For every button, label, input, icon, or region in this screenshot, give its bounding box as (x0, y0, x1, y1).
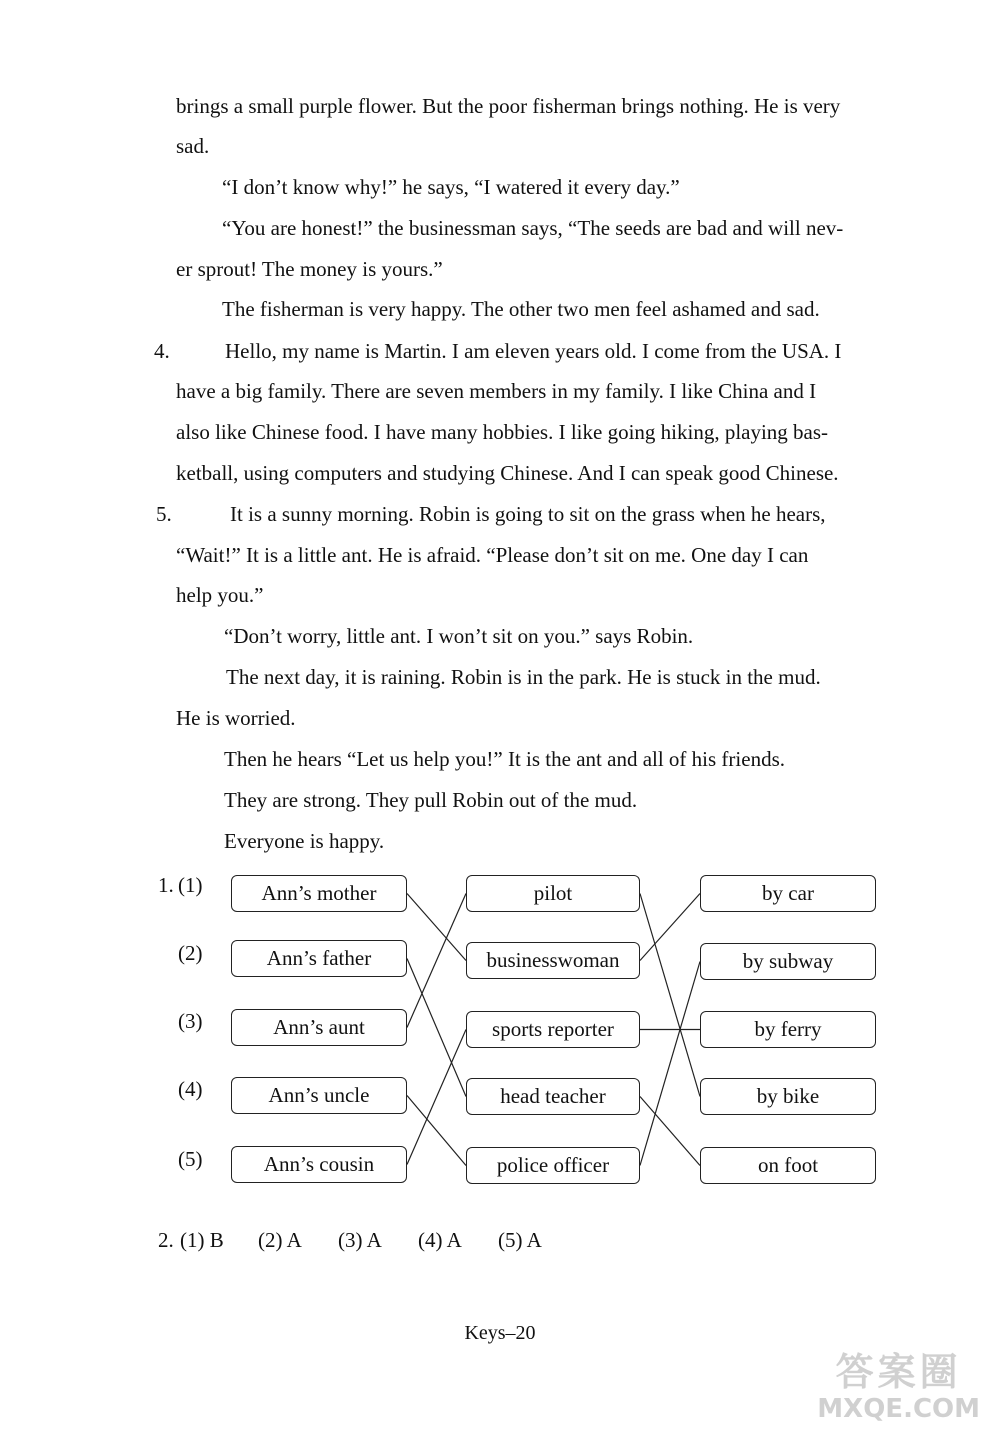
answer-item-5: (5) A (498, 1228, 542, 1252)
person-box-1: Ann’s mother (231, 875, 407, 912)
passage4-line-1: Hello, my name is Martin. I am eleven years old. I come from the USA. I (225, 339, 842, 363)
passage5-line-2: “Wait!” It is a little ant. He is afraid. “Please don’t sit on me. One day I can (176, 543, 809, 567)
watermark-bottom: MXQE.COM (817, 1394, 980, 1424)
answer-item-1: (1) B (180, 1228, 224, 1252)
answer-item-4: (4) A (418, 1228, 462, 1252)
passage3-line-1: brings a small purple flower. But the poor fisherman brings nothing. He is very (176, 94, 841, 118)
passage5-line-7: Then he hears “Let us help you!” It is the ant and all of his friends. (224, 747, 785, 771)
job-box-2: businesswoman (466, 942, 640, 979)
transport-box-2: by subway (700, 943, 876, 980)
page-footer: Keys–20 (464, 1322, 536, 1344)
person-box-2: Ann’s father (231, 940, 407, 977)
matching-row-label-3: (3) (178, 1009, 203, 1033)
job-transport-line-2 (640, 894, 700, 961)
transport-box-1: by car (700, 875, 876, 912)
passage3-line-6: The fisherman is very happy. The other two men feel ashamed and sad. (222, 297, 820, 321)
passage5-line-5: The next day, it is raining. Robin is in the park. He is stuck in the mud. (226, 665, 821, 689)
job-transport-line-1 (640, 894, 700, 1097)
person-box-4: Ann’s uncle (231, 1077, 407, 1114)
passage5-line-1: It is a sunny morning. Robin is going to sit on the grass when he hears, (230, 502, 826, 526)
passage4-line-2: have a big family. There are seven members in my family. I like China and I (176, 379, 817, 403)
answer-item-3: (3) A (338, 1228, 382, 1252)
passage5-line-3: help you.” (176, 583, 264, 607)
job-box-1: pilot (466, 875, 640, 912)
passage3-line-2: sad. (176, 134, 210, 158)
transport-box-5: on foot (700, 1147, 876, 1184)
transport-box-4: by bike (700, 1078, 876, 1115)
person-job-line-4 (407, 1096, 466, 1166)
matching-row-label-4: (4) (178, 1077, 203, 1101)
passage4-line-3: also like Chinese food. I have many hobbies. I like going hiking, playing bas- (176, 420, 829, 444)
person-job-line-5 (407, 1030, 466, 1165)
person-box-5: Ann’s cousin (231, 1146, 407, 1183)
person-box-3: Ann’s aunt (231, 1009, 407, 1046)
transport-box-3: by ferry (700, 1011, 876, 1048)
matching-question-number: 1. (158, 873, 174, 897)
answer-item-2: (2) A (258, 1228, 302, 1252)
job-box-5: police officer (466, 1147, 640, 1184)
person-job-line-1 (407, 894, 466, 961)
person-job-line-3 (407, 894, 466, 1028)
watermark-logo (817, 1350, 980, 1424)
job-box-4: head teacher (466, 1078, 640, 1115)
answers2-label: 2. (158, 1228, 174, 1252)
passage3-line-5: er sprout! The money is yours.” (176, 257, 443, 281)
matching-row-label-1: (1) (178, 873, 203, 897)
job-transport-line-5 (640, 962, 700, 1166)
job-box-3: sports reporter (466, 1011, 640, 1048)
person-job-line-2 (407, 959, 466, 1097)
passage5-line-9: Everyone is happy. (224, 829, 385, 853)
passage5-number: 5. (156, 502, 172, 526)
passage3-line-3: “I don’t know why!” he says, “I watered it every day.” (222, 175, 680, 199)
passage3-line-4: “You are honest!” the businessman says, “The seeds are bad and will nev- (222, 216, 844, 240)
job-transport-line-4 (640, 1097, 700, 1166)
passage5-line-6: He is worried. (176, 706, 296, 730)
passage4-number: 4. (154, 339, 170, 363)
passage5-line-8: They are strong. They pull Robin out of the mud. (224, 788, 638, 812)
matching-row-label-2: (2) (178, 941, 203, 965)
passage4-line-4: ketball, using computers and studying Chinese. And I can speak good Chinese. (176, 461, 839, 485)
watermark-top: 答案圈 (835, 1350, 962, 1394)
matching-row-label-5: (5) (178, 1147, 203, 1171)
passage5-line-4: “Don’t worry, little ant. I won’t sit on you.” says Robin. (224, 624, 694, 648)
